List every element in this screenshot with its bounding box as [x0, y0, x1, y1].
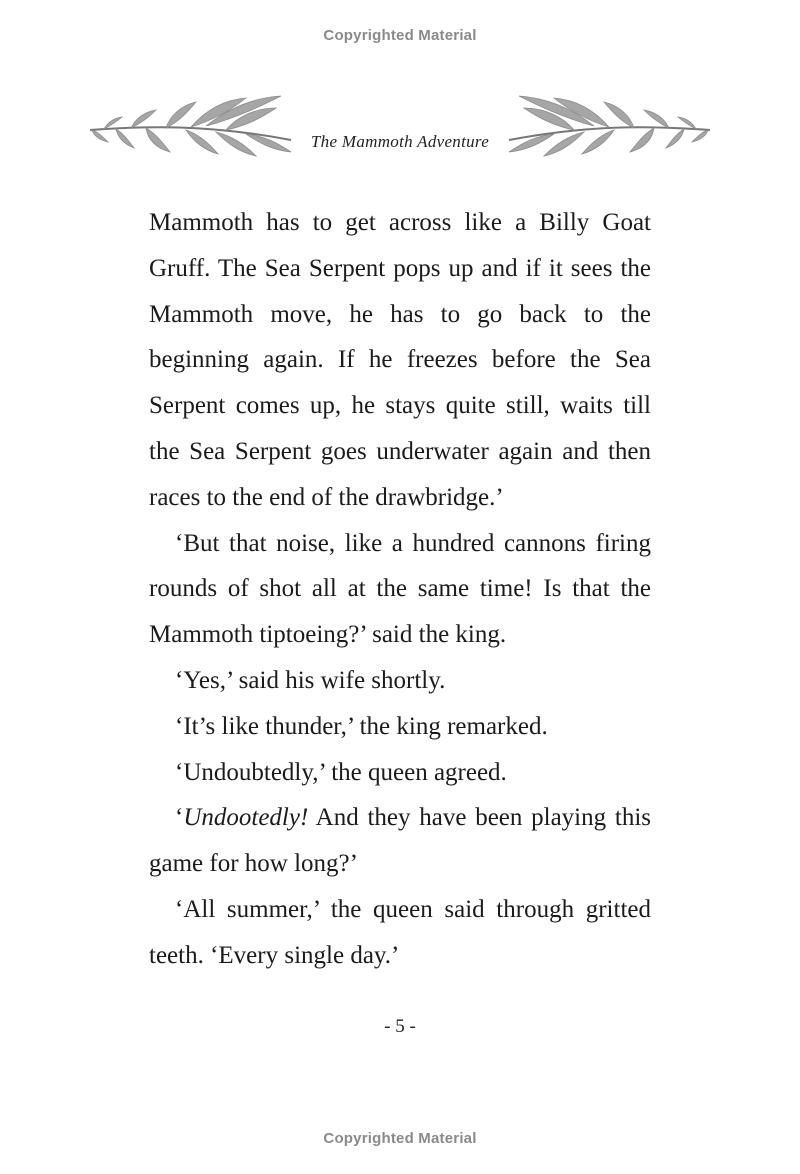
copyright-watermark-bottom: Copyrighted Material — [323, 1130, 477, 1147]
paragraph: ‘All summer,’ the queen said through gritted teeth. ‘Every single day.’ — [149, 895, 651, 969]
paragraph-rest: And they have been playing this game for how long?’ — [149, 804, 651, 878]
paragraph: ‘Undoubtedly,’ the queen agreed. — [175, 758, 507, 786]
paragraph — [149, 795, 651, 887]
left-branch-ornament — [86, 90, 296, 170]
copyright-watermark-top: Copyrighted Material — [323, 27, 477, 44]
body-text — [149, 200, 651, 979]
running-header-title: The Mammoth Adventure — [310, 132, 490, 151]
open-quote: ‘ — [175, 804, 184, 832]
running-header — [0, 90, 800, 170]
right-branch-ornament — [504, 90, 714, 170]
page-number: - 5 - — [384, 1016, 416, 1037]
paragraph: Mammoth has to get across like a Billy Goat Gruff. The Sea Serpent pops up and if it sees the Mammoth move, he has to go back to the beginning again. If he freezes before the Sea Serpent comes up, he stays quite still, waits till the Sea Serpent goes underwater again and then races to the end of the drawbridge.’ — [149, 209, 651, 511]
paragraph: ‘It’s like thunder,’ the king remarked. — [175, 712, 548, 740]
paragraph: ‘But that noise, like a hundred cannons firing rounds of shot all at the same time! Is that the Mammoth tiptoeing?’ said the king. — [149, 529, 651, 649]
emphasis-undootedly: Undootedly! — [183, 804, 309, 832]
paragraph: ‘Yes,’ said his wife shortly. — [175, 666, 446, 694]
